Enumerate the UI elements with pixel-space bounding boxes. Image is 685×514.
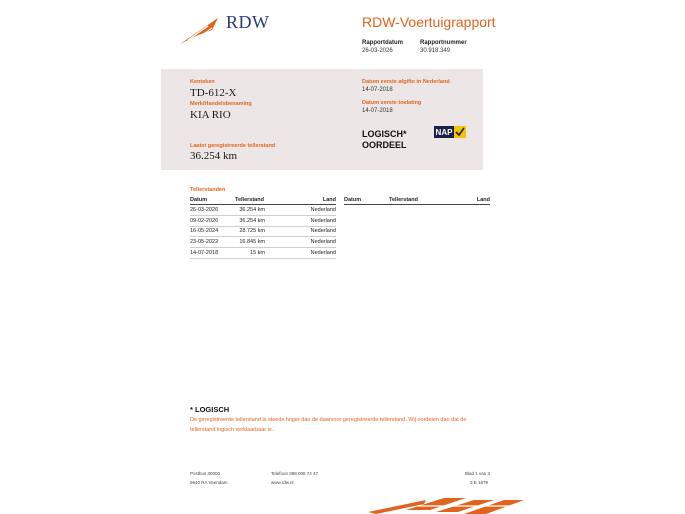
cell-km: 36.254 km xyxy=(235,205,265,216)
footer-code: 3 E 1679 xyxy=(470,480,489,485)
cell-date: 26-03-2026 xyxy=(190,205,235,216)
footnote-title: * LOGISCH xyxy=(190,405,230,414)
readings-table-left xyxy=(190,195,336,259)
footer-page: Blad 1 van 3 xyxy=(465,471,491,476)
header-date: Datum xyxy=(190,195,235,205)
first-nl-label: Datum eerste afgifte in Nederland xyxy=(362,79,450,85)
verdict-line1: LOGISCH* xyxy=(362,129,407,139)
rdw-stripes-icon xyxy=(366,496,526,514)
table-row xyxy=(190,205,336,216)
cell-km: 28.725 km xyxy=(235,226,265,237)
cell-km: 36.254 km xyxy=(235,215,265,226)
readings-title: Tellerstanden xyxy=(190,187,226,193)
table-row xyxy=(190,237,336,248)
cell-land: Nederland xyxy=(265,226,336,237)
report-date-label: Rapportdatum xyxy=(362,40,403,46)
readings-table-right xyxy=(344,195,490,205)
cell-km: 16.845 km xyxy=(235,237,265,248)
footer-phone: Telefoon 088 008 74 47 xyxy=(271,471,319,476)
nap-logo-icon xyxy=(434,126,466,138)
report-date: 26-03-2026 xyxy=(362,48,393,54)
last-reading-value: 36.254 km xyxy=(190,150,238,162)
nap-logo-text: NAP xyxy=(435,128,453,137)
cell-land: Nederland xyxy=(265,215,336,226)
first-nl-value: 14-07-2018 xyxy=(362,87,393,93)
first-admission-label: Datum eerste toelating xyxy=(362,100,422,106)
brand-name: RDW xyxy=(226,12,270,32)
table-row xyxy=(190,226,336,237)
last-reading-label: Laatst geregistreerde tellerstand xyxy=(190,143,276,149)
plate-value: TD-612-X xyxy=(190,87,237,99)
make-label: Merk/Handelsbenaming xyxy=(190,101,252,107)
table-row xyxy=(190,248,336,259)
cell-date: 23-05-2022 xyxy=(190,237,235,248)
header-date-right: Datum xyxy=(344,195,389,205)
make-value: KIA RIO xyxy=(190,109,231,121)
cell-land: Nederland xyxy=(265,205,336,216)
rdw-logo-icon xyxy=(178,16,220,46)
table-row xyxy=(190,215,336,226)
header-land-right: Land xyxy=(419,195,490,205)
cell-date: 14-07-2018 xyxy=(190,248,235,259)
header-km-right: Tellerstand xyxy=(389,196,418,203)
footer-website[interactable]: www.rdw.nl xyxy=(271,480,294,485)
first-admission-value: 14-07-2018 xyxy=(362,108,393,114)
cell-date: 16-05-2024 xyxy=(190,226,235,237)
cell-km: 15 km xyxy=(235,248,265,259)
report-title: RDW-Voertuigrapport xyxy=(362,14,496,30)
footer-postbus: Postbus 30000 xyxy=(190,471,221,476)
cell-land: Nederland xyxy=(265,237,336,248)
report-number-label: Rapportnummer xyxy=(420,40,467,46)
footnote-text: De geregistreerde tellerstand is steeds hoger dan de daarvoor geregistreerde tellerstand. Wij oordelen dan dat de tellerstand logisch verklaarbaar is. xyxy=(190,417,467,433)
header-land: Land xyxy=(265,195,336,205)
plate-label: Kenteken xyxy=(190,79,215,85)
header-km: Tellerstand xyxy=(235,196,264,203)
report-number: 30.918.349 xyxy=(420,48,451,54)
verdict-line2: OORDEEL xyxy=(362,140,407,150)
cell-date: 09-02-2026 xyxy=(190,215,235,226)
footer-city: 9640 RA Veendam xyxy=(190,480,228,485)
cell-land: Nederland xyxy=(265,248,336,259)
